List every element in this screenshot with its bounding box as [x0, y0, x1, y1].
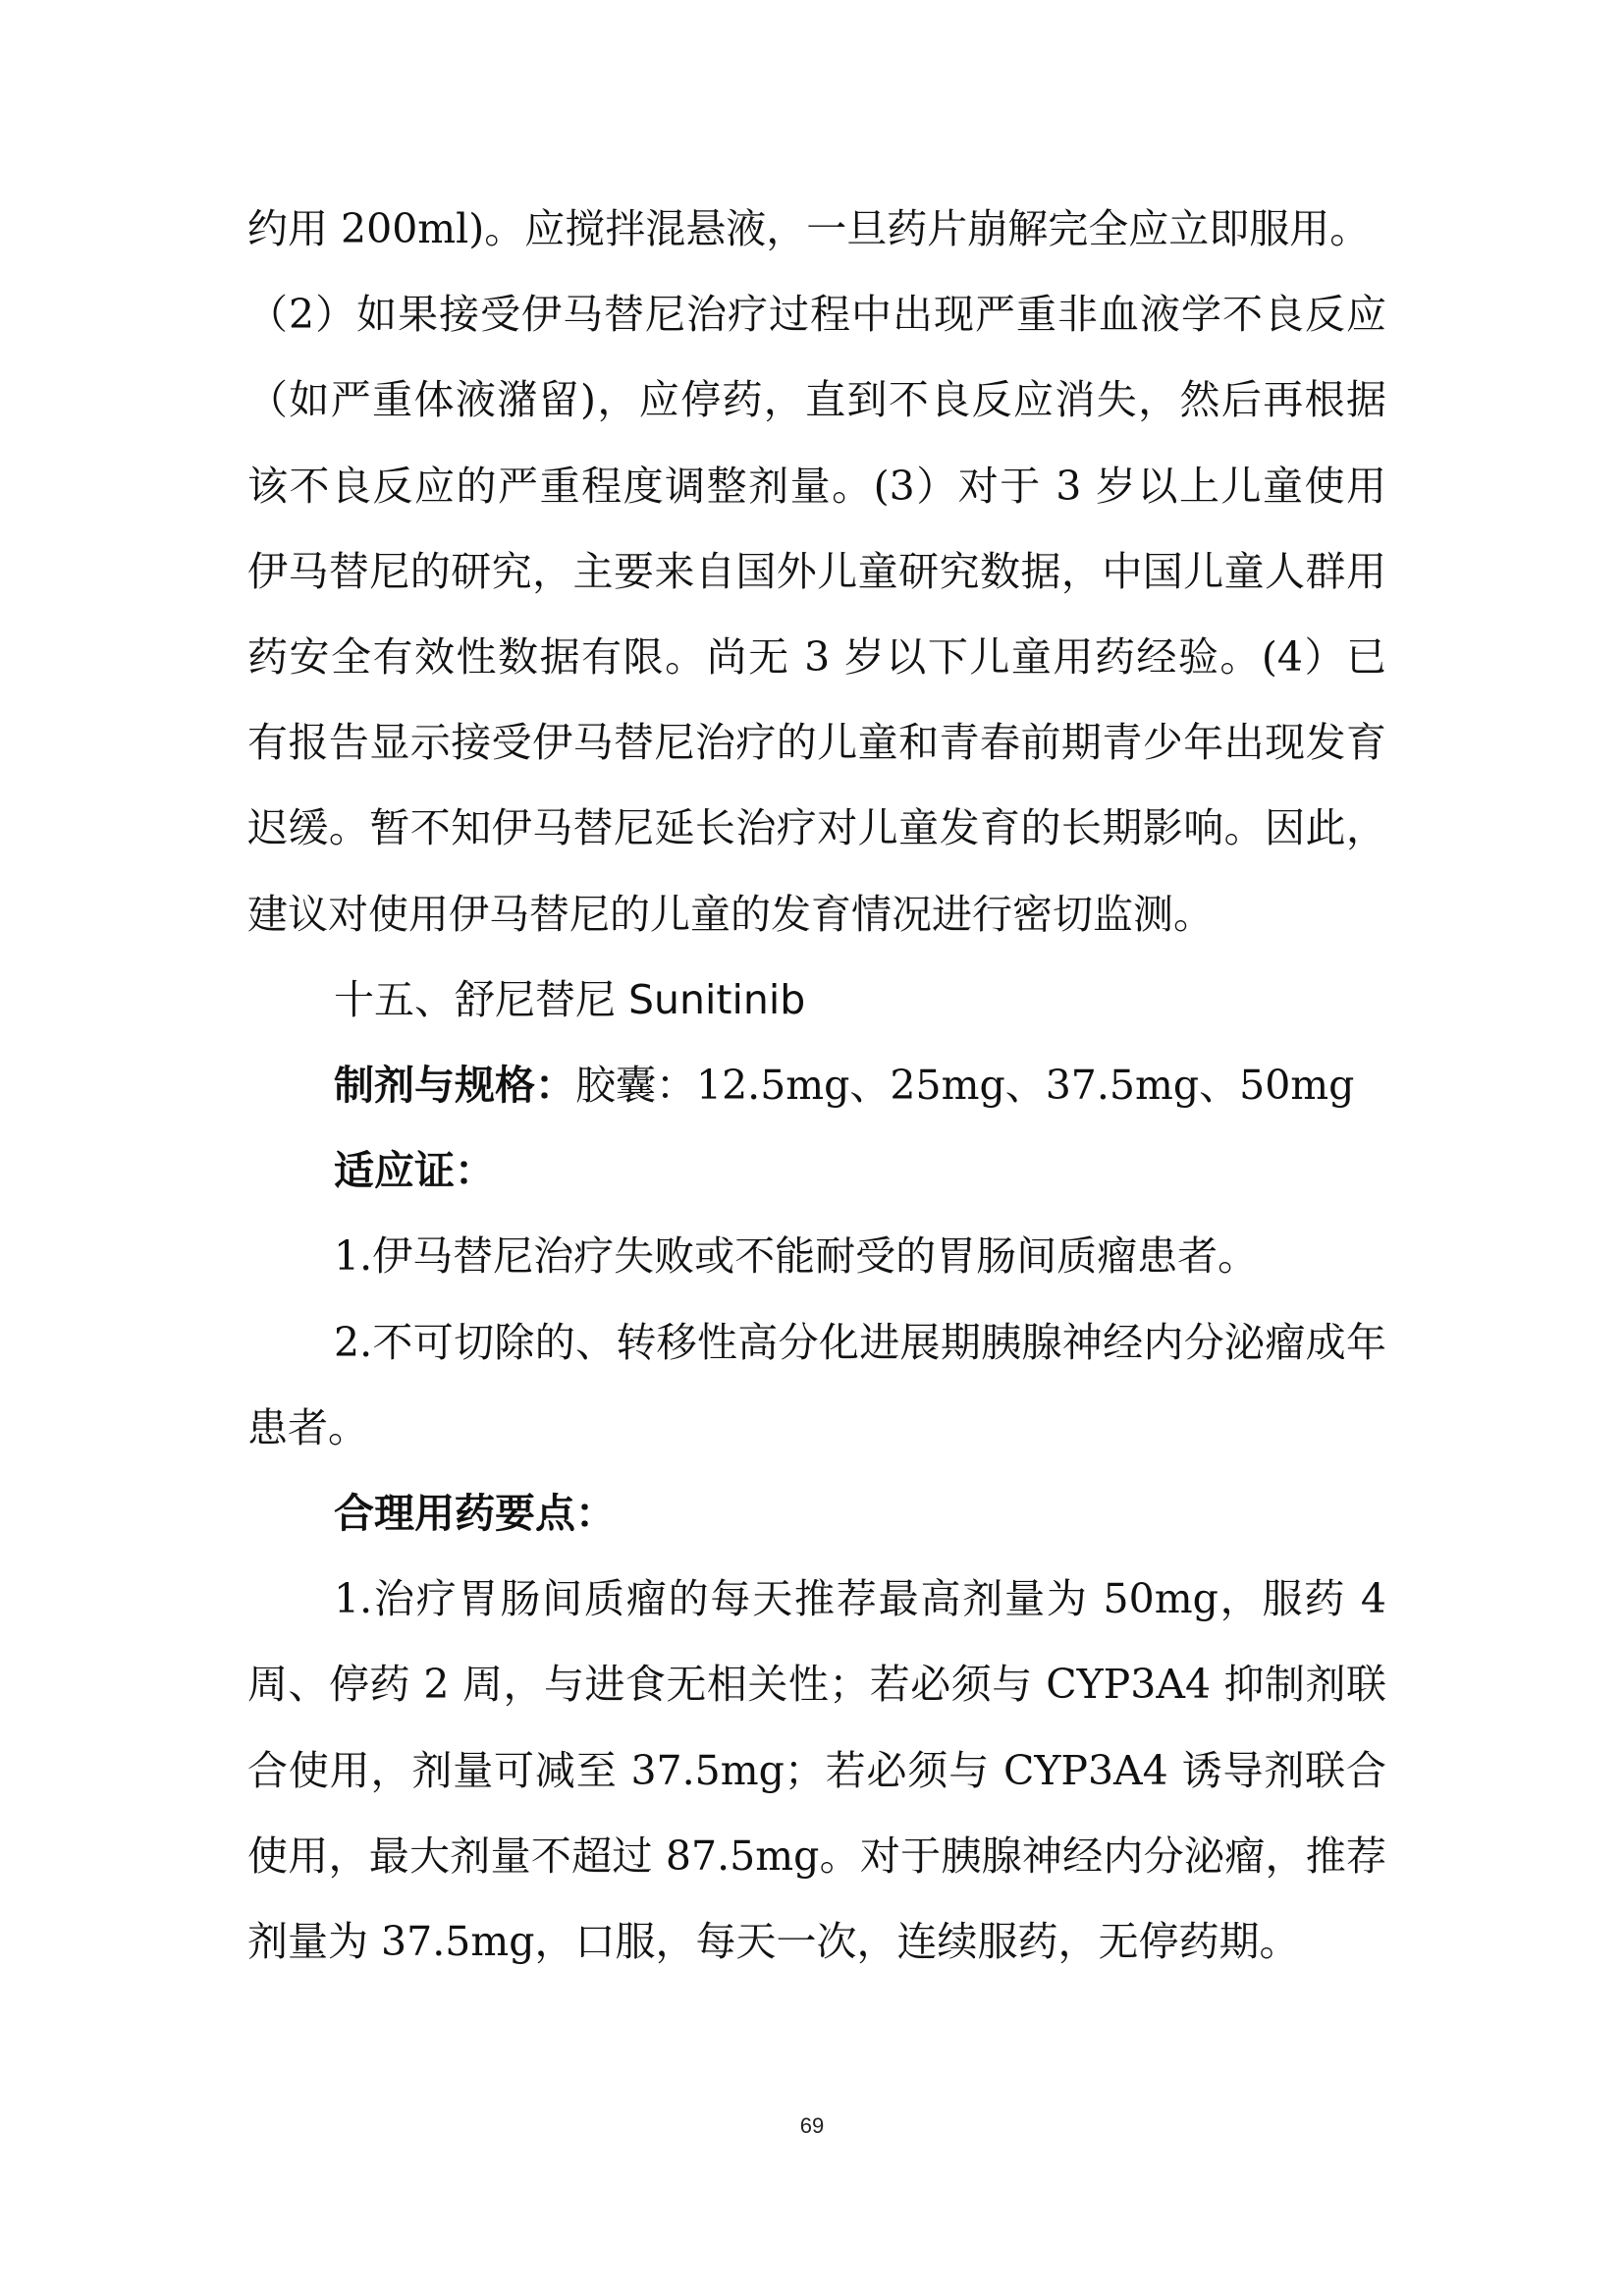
section-title: 十五、舒尼替尼 Sunitinib: [334, 975, 806, 1023]
paragraph-continued: 约用 200ml)。应搅拌混悬液，一旦药片崩解完全应立即服用。: [247, 205, 1371, 252]
indication-item-2: 2.不可切除的、转移性高分化进展期胰腺神经内分泌瘤成年患者。: [247, 1318, 1386, 1451]
key-points-heading: 合理用药要点：: [334, 1490, 616, 1538]
body-text: [247, 187, 1386, 1985]
formulation-line: [247, 1043, 1386, 1128]
key-point-1: 1.治疗胃肠间质瘤的每天推荐最高剂量为 50mg，服药 4 周、停药 2 周，与进食无相关性；若必须与 CYP3A4 抑制剂联合使用，剂量可减至 37.5mg；若必须与 CYP3A4 诱导剂联合使用，最大剂量不超过 87.5mg。对于胰腺神经内分泌瘤，推荐剂量为 37.5mg，口服，每天一次，连续服药，无停药期。: [247, 1575, 1386, 1966]
formulation-value: 胶囊：12.5mg、25mg、37.5mg、50mg: [575, 1062, 1355, 1110]
indication-item-1: 1.伊马替尼治疗失败或不能耐受的胃肠间质瘤患者。: [334, 1232, 1259, 1281]
indications-heading: 适应证：: [334, 1147, 495, 1195]
formulation-label: 制剂与规格：: [334, 1062, 575, 1110]
page-number: 69: [799, 2113, 825, 2138]
paragraph-notes: （2）如果接受伊马替尼治疗过程中出现严重非血液学不良反应（如严重体液潴留)，应停药，直到不良反应消失，然后再根据该不良反应的严重程度调整剂量。(3）对于 3 岁以上儿童使用伊马替尼的研究，主要来自国外儿童研究数据，中国儿童人群用药安全有效性数据有限。尚无 3 岁以下儿童用药经验。(4）已有报告显示接受伊马替尼治疗的儿童和青春前期青少年出现发育迟缓。暂不知伊马替尼延长治疗对儿童发育的长期影响。因此，建议对使用伊马替尼的儿童的发育情况进行密切监测。: [247, 291, 1386, 938]
